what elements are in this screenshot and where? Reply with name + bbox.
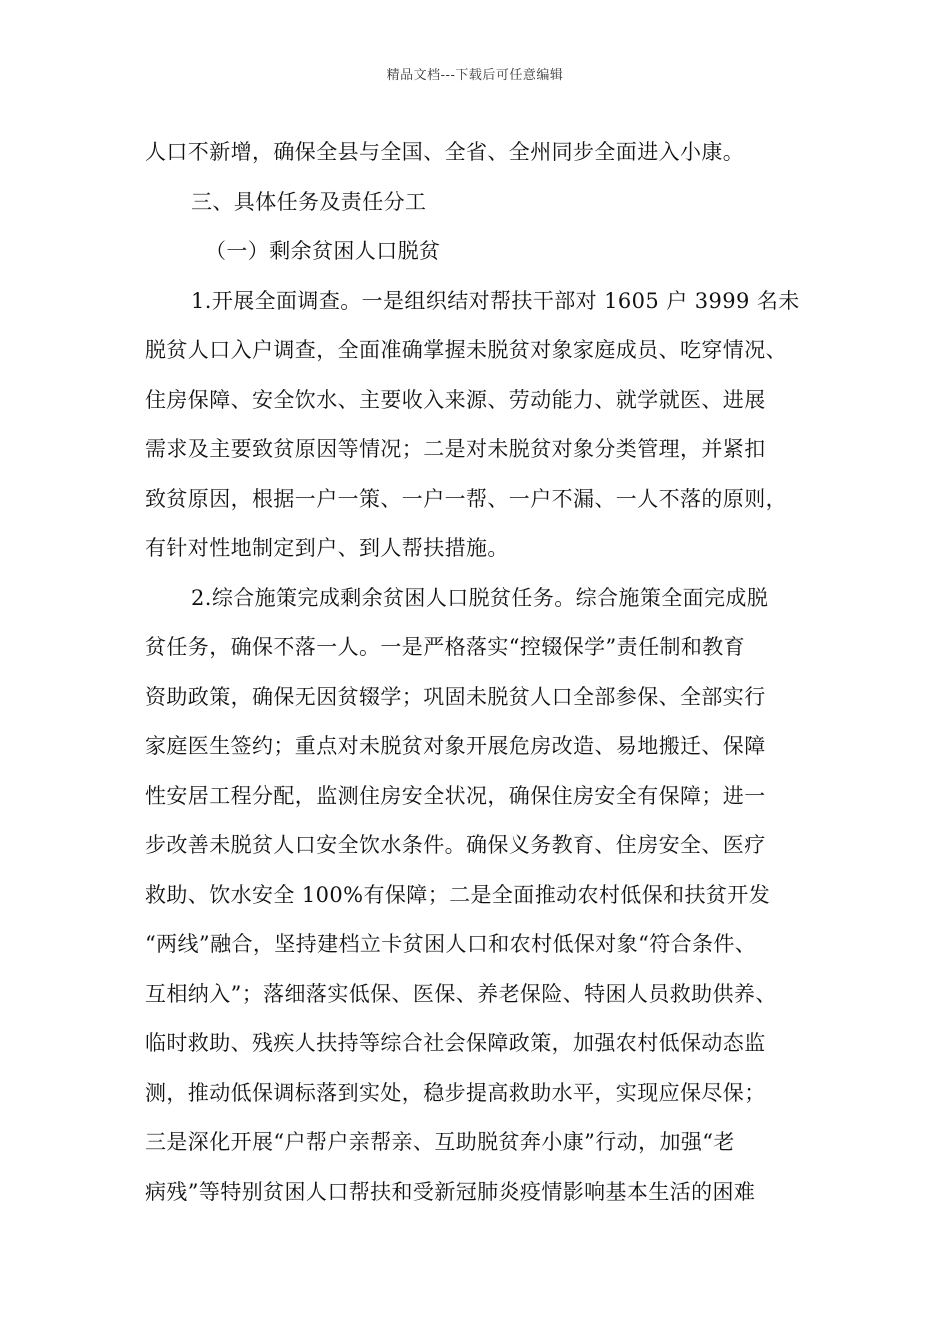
body-line: 资助政策，确保无因贫辍学；巩固未脱贫人口全部参保、全部实行 — [145, 684, 766, 709]
body-line: 致贫原因，根据一户一策、一户一帮、一户不漏、一人不落的原则， — [145, 486, 787, 511]
body-line: 需求及主要致贫原因等情况；二是对未脱贫对象分类管理，并紧扣 — [145, 437, 766, 461]
page-header: 精品文档---下载后可任意编辑 — [386, 68, 564, 83]
body-line: 三是深化开展“户帮户亲帮亲、互助脱贫奔小康”行动，加强“老 — [145, 1130, 735, 1154]
body-line: 住房保障、安全饮水、主要收入来源、劳动能力、就学就医、进展 — [145, 387, 766, 412]
body-line: 有针对性地制定到户、到人帮扶措施。 — [145, 536, 509, 560]
subsection-heading: （一）剩余贫困人口脱贫 — [205, 239, 441, 263]
body-line: 互相纳入”；落细落实低保、医保、养老保险、特困人员救助供养、 — [145, 981, 777, 1006]
body-line: 性安居工程分配，监测住房安全状况，确保住房安全有保障；进一 — [145, 783, 766, 808]
paragraph-start: 1.开展全面调查。一是组织结对帮扶干部对 1605 户 3999 名未 — [191, 288, 800, 313]
body-line: 救助、饮水安全 100%有保障；二是全面推动农村低保和扶贫开发 — [145, 882, 771, 907]
body-line: 人口不新增，确保全县与全国、全省、全州同步全面进入小康。 — [145, 140, 745, 164]
body-line: 步改善未脱贫人口安全饮水条件。确保义务教育、住房安全、医疗 — [145, 833, 766, 857]
body-line: 家庭医生签约；重点对未脱贫对象开展危房改造、易地搬迁、保障 — [145, 734, 766, 758]
body-line: 临时救助、残疾人扶持等综合社会保障政策，加强农村低保动态监 — [145, 1031, 766, 1055]
paragraph-start: 2.综合施策完成剩余贫困人口脱贫任务。综合施策全面完成脱 — [191, 585, 769, 610]
body-line: 贫任务，确保不落一人。一是严格落实“控辍保学”责任制和教育 — [145, 635, 746, 659]
body-line: “两线”融合，坚持建档立卡贫困人口和农村低保对象“符合条件、 — [145, 932, 757, 956]
section-heading: 三、具体任务及责任分工 — [191, 189, 427, 214]
body-line: 测，推动低保调标落到实处，稳步提高救助水平，实现应保尽保； — [145, 1080, 766, 1105]
document-body — [145, 128, 815, 1217]
body-line: 病残”等特别贫困人口帮扶和受新冠肺炎疫情影响基本生活的困难 — [145, 1179, 756, 1204]
body-line: 脱贫人口入户调查，全面准确掌握未脱贫对象家庭成员、吃穿情况、 — [145, 338, 787, 362]
